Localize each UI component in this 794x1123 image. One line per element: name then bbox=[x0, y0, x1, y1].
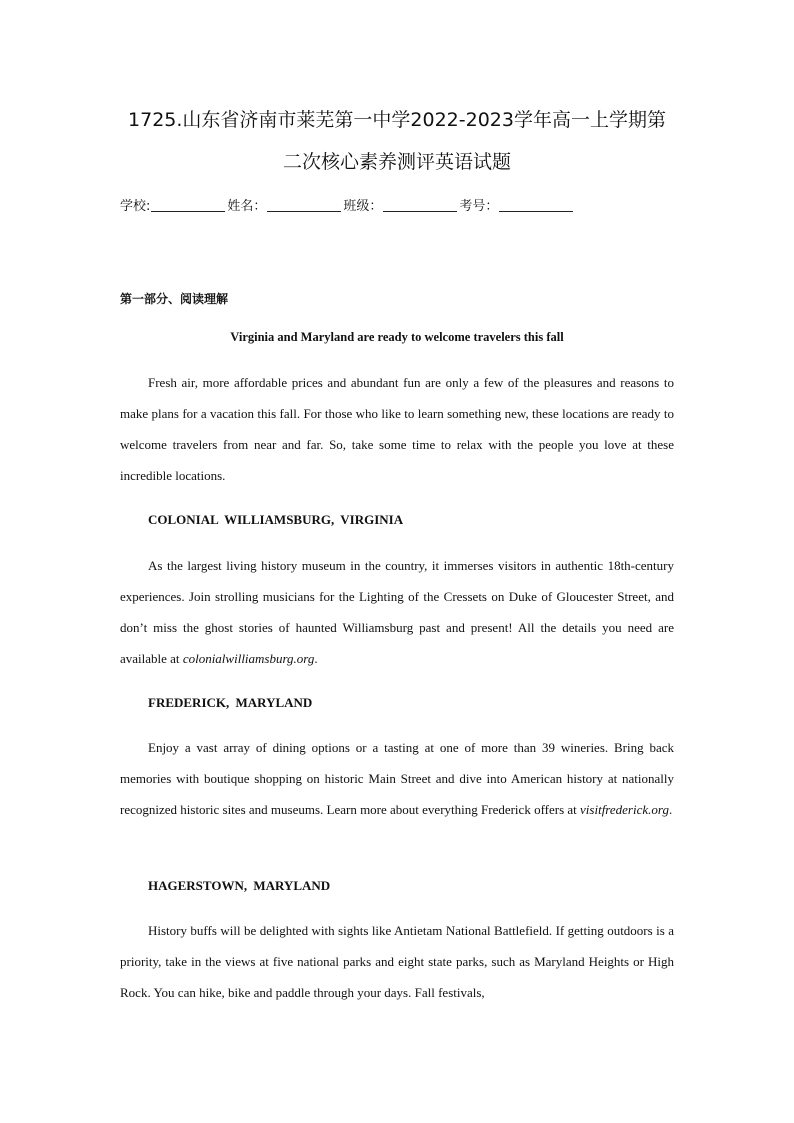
section-paragraph bbox=[120, 732, 674, 825]
section-heading: HAGERSTOWN, MARYLAND bbox=[148, 878, 331, 893]
exam-no-label: 考号： bbox=[459, 199, 499, 214]
section-text: As the largest living history museum in the country, it immerses visitors in authentic 18th-century experiences. Join strolling musicians for the Lighting of the Cressets on Duke of Gloucester Street, and don’t miss the ghost stories of haunted Williamsburg past and present! All the details you need are available at bbox=[120, 558, 674, 666]
section-heading: FREDERICK, MARYLAND bbox=[148, 695, 313, 710]
doc-title-line-1: 1725.山东省济南市莱芜第一中学2022-2023学年高一上学期第 bbox=[128, 109, 666, 131]
student-info-fields bbox=[120, 195, 575, 214]
intro-paragraph: Fresh air, more affordable prices and abundant fun are only a few of the pleasures and reasons to make plans for a vacation this fall. For those who like to learn something new, these locations are ready to welcome travelers from near and far. So, take some time to relax with the people you love at these incredible locations. bbox=[120, 375, 674, 483]
passage-title: Virginia and Maryland are ready to welcome travelers this fall bbox=[230, 330, 564, 344]
section-label: 第一部分、阅读理解 bbox=[120, 292, 229, 306]
doc-title-line-2: 二次核心素养测评英语试题 bbox=[282, 151, 511, 173]
section-text-end: . bbox=[314, 651, 318, 666]
section-text-end: . bbox=[668, 802, 673, 817]
section-heading: COLONIAL WILLIAMSBURG, VIRGINIA bbox=[148, 512, 404, 527]
name-blank[interactable] bbox=[267, 199, 341, 212]
school-blank[interactable] bbox=[151, 199, 225, 212]
name-label: 姓名： bbox=[227, 199, 267, 214]
website-link[interactable]: colonialwilliamsburg.org bbox=[182, 651, 315, 666]
class-label: 班级： bbox=[343, 199, 383, 214]
section-text: Enjoy a vast array of dining options or a tasting at one of more than 39 wineries. Bring back memories with boutique shopping on historic Main Street and dive into American history at nationally recognized historic sites and museums. Learn more about everything Frederick offers at bbox=[120, 740, 674, 817]
exam-no-blank[interactable] bbox=[499, 199, 573, 212]
school-label: 学校: bbox=[120, 199, 151, 214]
class-blank[interactable] bbox=[383, 199, 457, 212]
section-paragraph bbox=[120, 550, 674, 674]
section-paragraph: History buffs will be delighted with sights like Antietam National Battlefield. If getting outdoors is a priority, take in the views at five national parks and eight state parks, such as Maryland Heights or High Rock. You can hike, bike and paddle through your days. Fall festivals, bbox=[120, 923, 674, 1000]
website-link[interactable]: visitfrederick.org bbox=[580, 802, 669, 817]
